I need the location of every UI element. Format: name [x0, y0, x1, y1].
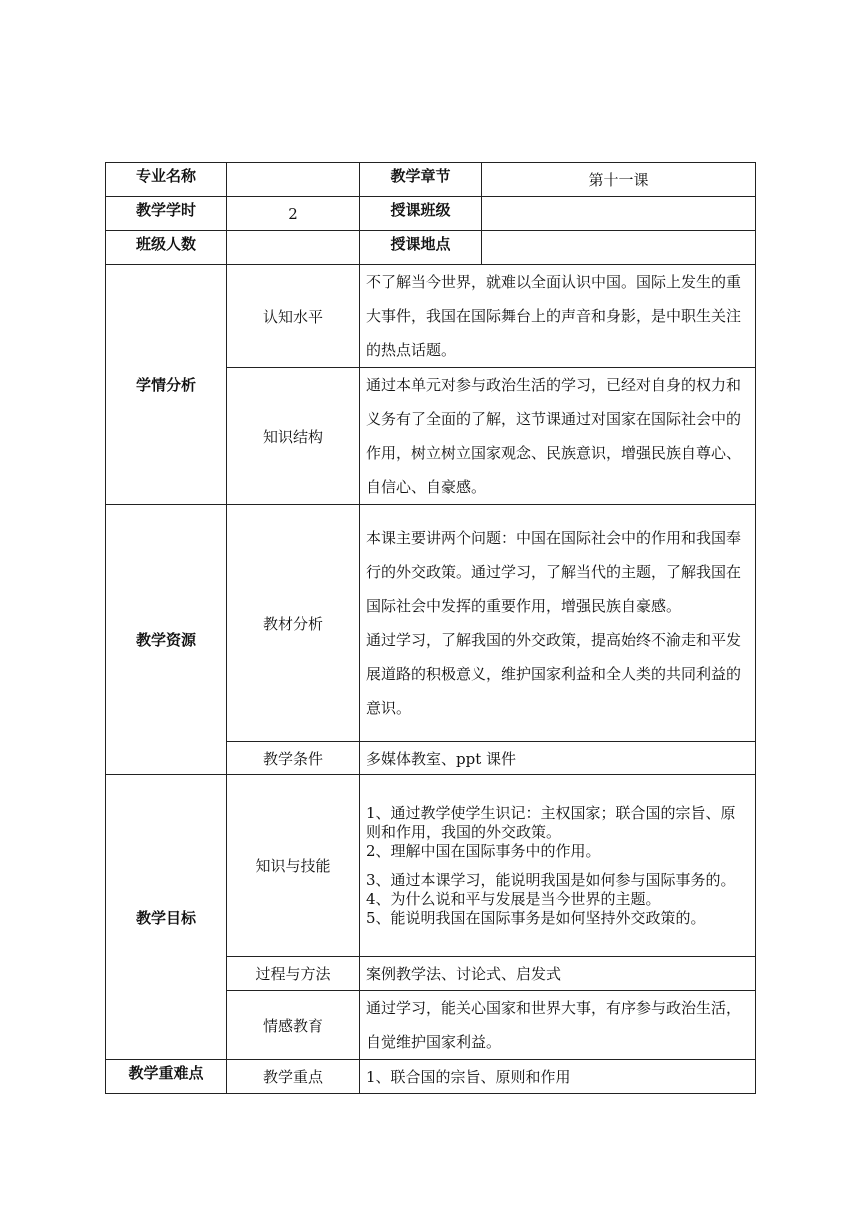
count-value	[227, 231, 360, 265]
goals-label: 教学目标	[106, 775, 227, 1060]
hours-value: 2	[227, 197, 360, 231]
structure-text: 通过本单元对参与政治生活的学习，已经对自身的权力和义务有了全面的了解，这节课通过对国家在国际社会中的作用，树立树立国家观念、民族意识，增强民族自尊心、自信心、自豪感。	[360, 368, 756, 505]
difficulty-label: 教学重难点	[106, 1060, 227, 1094]
class-value	[482, 197, 756, 231]
material-text	[360, 505, 756, 742]
cognition-label: 认知水平	[227, 265, 360, 368]
chapter-value: 第十一课	[482, 163, 756, 197]
table-row	[106, 775, 756, 957]
material-label: 教材分析	[227, 505, 360, 742]
hours-label: 教学学时	[106, 197, 227, 231]
table-row	[106, 505, 756, 742]
list-item: 3、通过本课学习，能说明我国是如何参与国际事务的。	[366, 870, 736, 889]
count-label: 班级人数	[106, 231, 227, 265]
place-value	[482, 231, 756, 265]
major-label: 专业名称	[106, 163, 227, 197]
analysis-label: 学情分析	[106, 265, 227, 505]
knowledge-label: 知识与技能	[227, 775, 360, 957]
key-label: 教学重点	[227, 1060, 360, 1094]
table-row	[106, 163, 756, 197]
structure-label: 知识结构	[227, 368, 360, 505]
list-item: 2、理解中国在国际事务中的作用。	[366, 841, 601, 860]
key-text: 1、联合国的宗旨、原则和作用	[360, 1060, 756, 1094]
table-row	[106, 231, 756, 265]
major-value	[227, 163, 360, 197]
table-row	[106, 1060, 756, 1094]
knowledge-list	[360, 775, 756, 957]
cognition-text: 不了解当今世界，就难以全面认识中国。国际上发生的重大事件，我国在国际舞台上的声音和身影，是中职生关注的热点话题。	[360, 265, 756, 368]
material-paragraph-2: 通过学习，了解我国的外交政策，提高始终不渝走和平发展道路的积极意义，维护国家利益和全人类的共同利益的意识。	[366, 631, 742, 717]
list-item: 1、通过教学使学生识记：主权国家；联合国的宗旨、原则和作用，我国的外交政策。	[366, 803, 736, 841]
emotion-text: 通过学习，能关心国家和世界大事，有序参与政治生活，自觉维护国家利益。	[360, 991, 756, 1060]
chapter-label: 教学章节	[360, 163, 482, 197]
list-item: 5、能说明我国在国际事务是如何坚持外交政策的。	[366, 908, 706, 927]
list-item: 4、为什么说和平与发展是当今世界的主题。	[366, 889, 661, 908]
table-row	[106, 265, 756, 368]
process-label: 过程与方法	[227, 957, 360, 991]
place-label: 授课地点	[360, 231, 482, 265]
conditions-label: 教学条件	[227, 742, 360, 775]
class-label: 授课班级	[360, 197, 482, 231]
material-paragraph-1: 本课主要讲两个问题：中国在国际社会中的作用和我国奉行的外交政策。通过学习，了解当代的主题，了解我国在国际社会中发挥的重要作用，增强民族自豪感。	[366, 529, 742, 615]
process-text: 案例教学法、讨论式、启发式	[360, 957, 756, 991]
emotion-label: 情感教育	[227, 991, 360, 1060]
conditions-text: 多媒体教室、ppt 课件	[360, 742, 756, 775]
lesson-plan-table	[105, 162, 756, 1094]
resources-label: 教学资源	[106, 505, 227, 775]
table-row	[106, 197, 756, 231]
